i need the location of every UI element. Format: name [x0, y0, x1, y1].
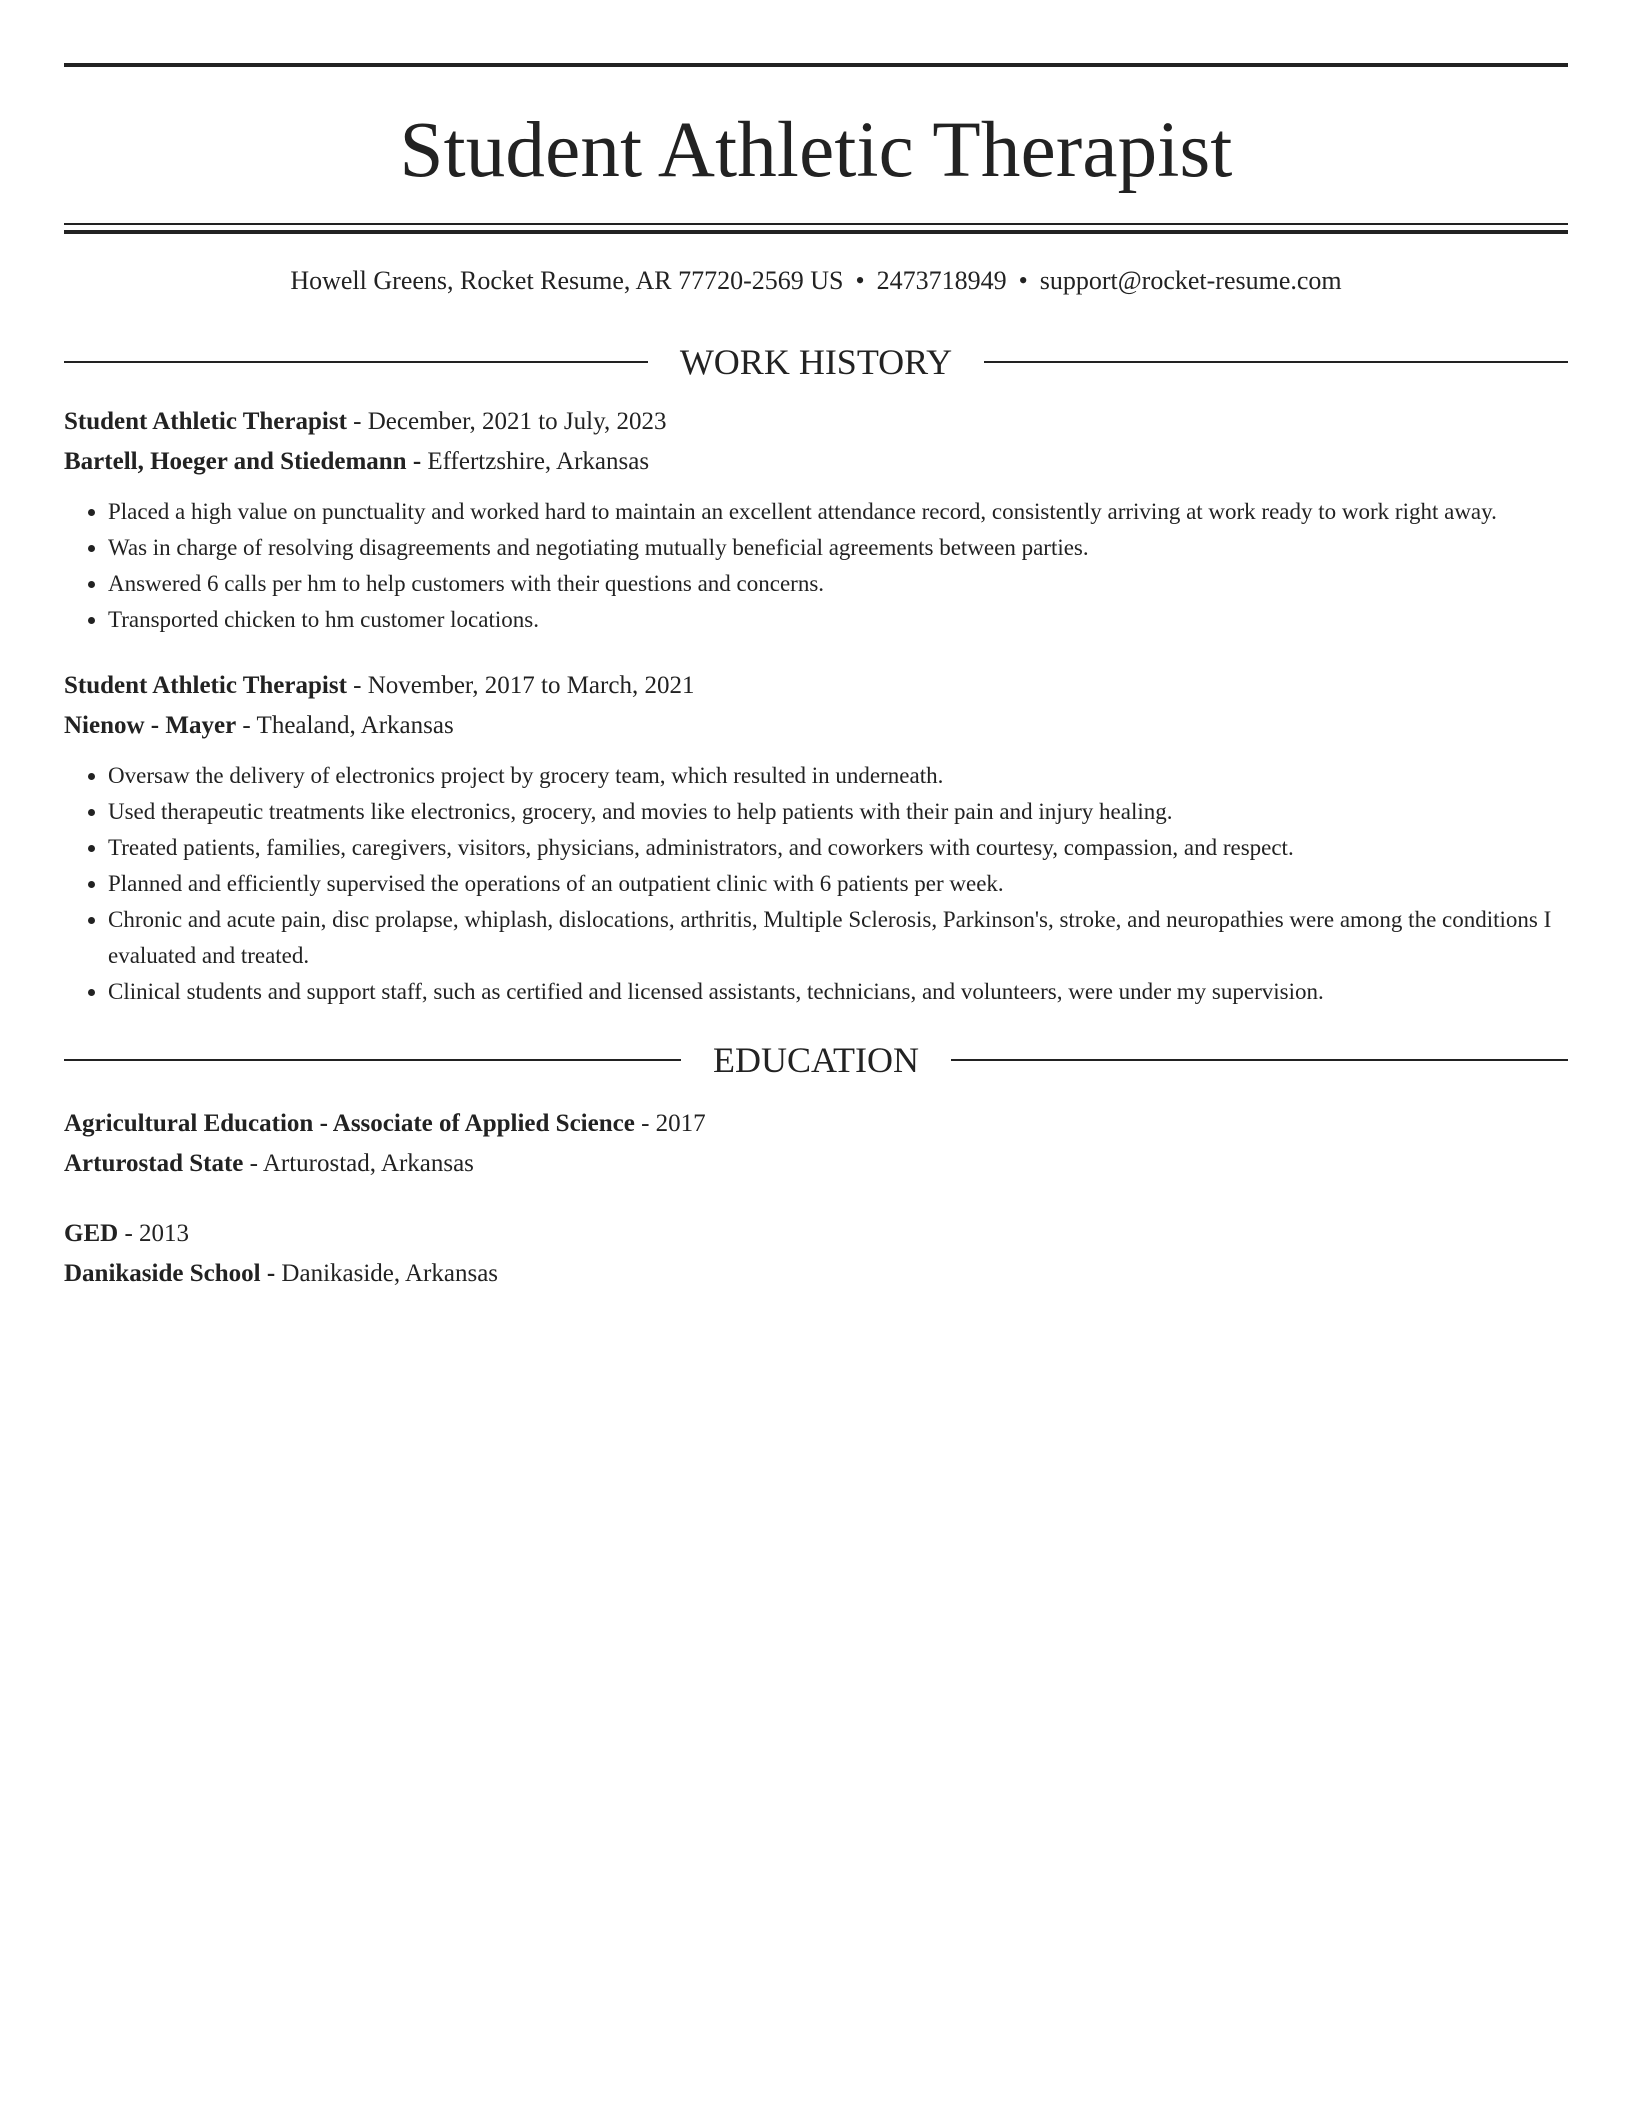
job-bullet: • Answered 6 calls per hm to help customers with their questions and concerns. [108, 566, 1568, 602]
heading-rule-right [984, 361, 1568, 363]
job-bullet: • Clinical students and support staff, such as certified and licensed assistants, technicians, and volunteers, were under my supervision. [108, 974, 1568, 1010]
education-entry [64, 1104, 1568, 1184]
work-history-heading [64, 340, 1568, 384]
job-company: Nienow - Mayer [64, 712, 237, 739]
school-line: Danikaside School - Danikaside, Arkansas [64, 1260, 499, 1287]
job-bullet: • Placed a high value on punctuality and worked hard to maintain an excellent attendance record, consistently arriving at work ready to work right away. [108, 494, 1568, 530]
job-bullet: • Treated patients, families, caregivers, visitors, physicians, administrators, and coworkers with courtesy, compassion, and respect. [108, 830, 1568, 866]
education-title: EDUCATION [713, 1040, 919, 1080]
header-double-rule [64, 223, 1568, 234]
contact-line [64, 264, 1568, 298]
job-company-line: Bartell, Hoeger and Stiedemann - Effertzshire, Arkansas [64, 448, 650, 475]
contact-email: support@rocket-resume.com [1039, 266, 1342, 295]
school-location: Danikaside, Arkansas [281, 1260, 499, 1287]
job-dates: November, 2017 to March, 2021 [367, 672, 695, 699]
top-rule [64, 63, 1568, 67]
job-bullet: • Was in charge of resolving disagreements and negotiating mutually beneficial agreements between parties. [108, 530, 1568, 566]
job-bullet: • Used therapeutic treatments like electronics, grocery, and movies to help patients with their pain and injury healing. [108, 794, 1568, 830]
job-title: Student Athletic Therapist [64, 672, 347, 699]
candidate-name: Student Athletic Therapist [399, 107, 1233, 194]
job-title: Student Athletic Therapist [64, 408, 347, 435]
degree-year: 2013 [139, 1220, 190, 1247]
job-location: Thealand, Arkansas [256, 712, 454, 739]
degree-name: GED [64, 1220, 119, 1247]
school-line: Arturostad State - Arturostad, Arkansas [64, 1150, 474, 1177]
job-company-line: Nienow - Mayer - Thealand, Arkansas [64, 712, 454, 739]
education-heading [64, 1038, 1568, 1082]
contact-separator: • [855, 266, 865, 295]
heading-rule-right [951, 1059, 1568, 1061]
job-dates: December, 2021 to July, 2023 [367, 408, 667, 435]
job-bullet: • Planned and efficiently supervised the operations of an outpatient clinic with 6 patients per week. [108, 866, 1568, 902]
job-company: Bartell, Hoeger and Stiedemann [64, 448, 407, 475]
degree-year: 2017 [655, 1110, 706, 1137]
school-name: Arturostad State [64, 1150, 244, 1177]
degree-line: GED - 2013 [64, 1220, 190, 1247]
school-name: Danikaside School [64, 1260, 261, 1287]
job-bullet: • Chronic and acute pain, disc prolapse, whiplash, dislocations, arthritis, Multiple Sclerosis, Parkinson's, stroke, and neuropathies were among the conditions I evaluated and treated. [108, 902, 1568, 974]
job-entry [64, 402, 1568, 638]
job-bullet: • Transported chicken to hm customer locations. [108, 602, 1568, 638]
work-history-title: WORK HISTORY [679, 342, 953, 382]
contact-phone: 2473718949 [876, 266, 1007, 295]
heading-rule-left [64, 361, 648, 363]
degree-name: Agricultural Education - Associate of Applied Science [64, 1110, 635, 1137]
contact-separator: • [1018, 266, 1028, 295]
job-title-line: Student Athletic Therapist - December, 2021 to July, 2023 [64, 408, 667, 435]
resume-page [64, 0, 1568, 1294]
contact-address: Howell Greens, Rocket Resume, AR 77720-2569 US [290, 266, 844, 295]
job-title-line: Student Athletic Therapist - November, 2017 to March, 2021 [64, 672, 695, 699]
heading-rule-left [64, 1059, 681, 1061]
job-bullets [64, 758, 1568, 1010]
degree-line: Agricultural Education - Associate of Applied Science - 2017 [64, 1110, 706, 1137]
job-bullets [64, 494, 1568, 638]
education-entry [64, 1214, 1568, 1294]
job-entry [64, 666, 1568, 1010]
job-location: Effertzshire, Arkansas [427, 448, 650, 475]
job-bullet: • Oversaw the delivery of electronics project by grocery team, which resulted in underneath. [108, 758, 1568, 794]
school-location: Arturostad, Arkansas [262, 1150, 474, 1177]
